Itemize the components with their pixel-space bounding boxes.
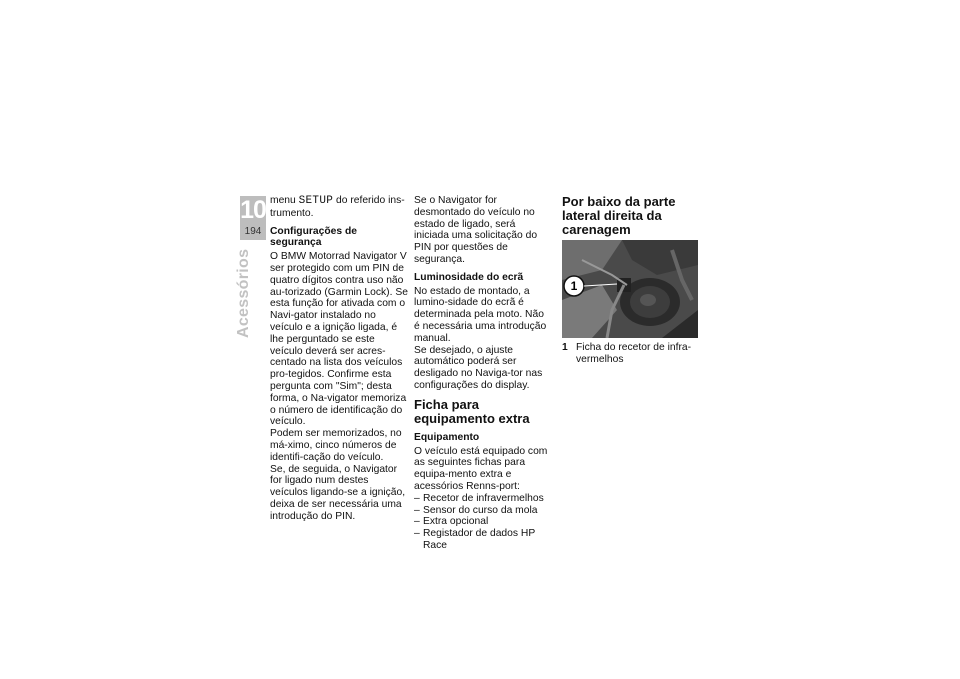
brightness-paragraph-1: No estado de montado, a lumino-sidade do ecrã é determinada pela moto. Não é necessária uma introdução manual. — [414, 285, 547, 344]
column-2 — [414, 195, 552, 552]
setup-menu-code: SETUP — [298, 195, 334, 207]
connector-photo — [562, 240, 698, 338]
pin-paragraph: Se o Navigator for desmontado do veículo no estado de ligado, será iniciada uma solicitação do PIN por questões de segurança. — [414, 195, 538, 265]
intro-text — [270, 195, 408, 220]
legend-number: 1 — [562, 342, 568, 353]
fairing-heading: Por baixo da parte lateral direita da carenagem — [562, 194, 676, 237]
security-heading: Configurações de segurança — [270, 225, 357, 249]
section-heading-extra-equipment: Ficha para equipamento extra — [414, 396, 530, 426]
equipment-list — [414, 493, 552, 552]
list-item: – Sensor do curso da mola — [414, 505, 552, 517]
security-paragraph-1: O BMW Motorrad Navigator V ser protegido com um PIN de quatro dígitos contra uso não au-torizado (Garmin Lock). Se esta função for ativada com o Navi-gator instalado no veículo e a ignição ligada, é lhe perguntado se este veículo deverá ser acres-centado na lista dos veículos pro-tegidos. Confirme esta pergunta com "Sim"; desta forma, o Na-vigator memoriza o número de identificação do veículo. — [270, 251, 408, 428]
column-1 — [270, 195, 408, 523]
chapter-number: 10 — [240, 196, 266, 224]
security-paragraph-2: Podem ser memorizados, no má-ximo, cinco números de identifi-cação do veículo. — [270, 428, 402, 463]
intro-pre: menu — [270, 195, 299, 206]
security-paragraph-3: Se, de seguida, o Navigator for ligado num destes veículos ligando-se a ignição, deixa de ser necessária uma introdução do PIN. — [270, 463, 406, 522]
list-item: – Recetor de infravermelhos — [414, 493, 552, 505]
list-item: – Extra opcional — [414, 516, 552, 528]
photo-legend — [562, 342, 702, 366]
legend-text: Ficha do recetor de infra-vermelhos — [576, 342, 692, 365]
photo-marker-1: 1 — [570, 279, 578, 293]
brightness-heading: Luminosidade do ecrã — [414, 271, 524, 283]
chapter-title-vertical: Acessórios — [235, 248, 252, 338]
brightness-paragraph-2: Se desejado, o ajuste automático poderá ser desligado no Naviga-tor nas configurações do display. — [414, 344, 543, 391]
page-number: 194 — [244, 226, 262, 237]
equipment-heading: Equipamento — [414, 431, 480, 443]
list-item: – Registador de dados HP Race — [414, 528, 552, 552]
column-3 — [562, 195, 702, 366]
intro-post: do referido ins-trumento. — [270, 195, 405, 219]
equipment-paragraph: O veículo está equipado com as seguintes fichas para equipa-mento extra e acessórios Renns-port: — [414, 445, 548, 492]
